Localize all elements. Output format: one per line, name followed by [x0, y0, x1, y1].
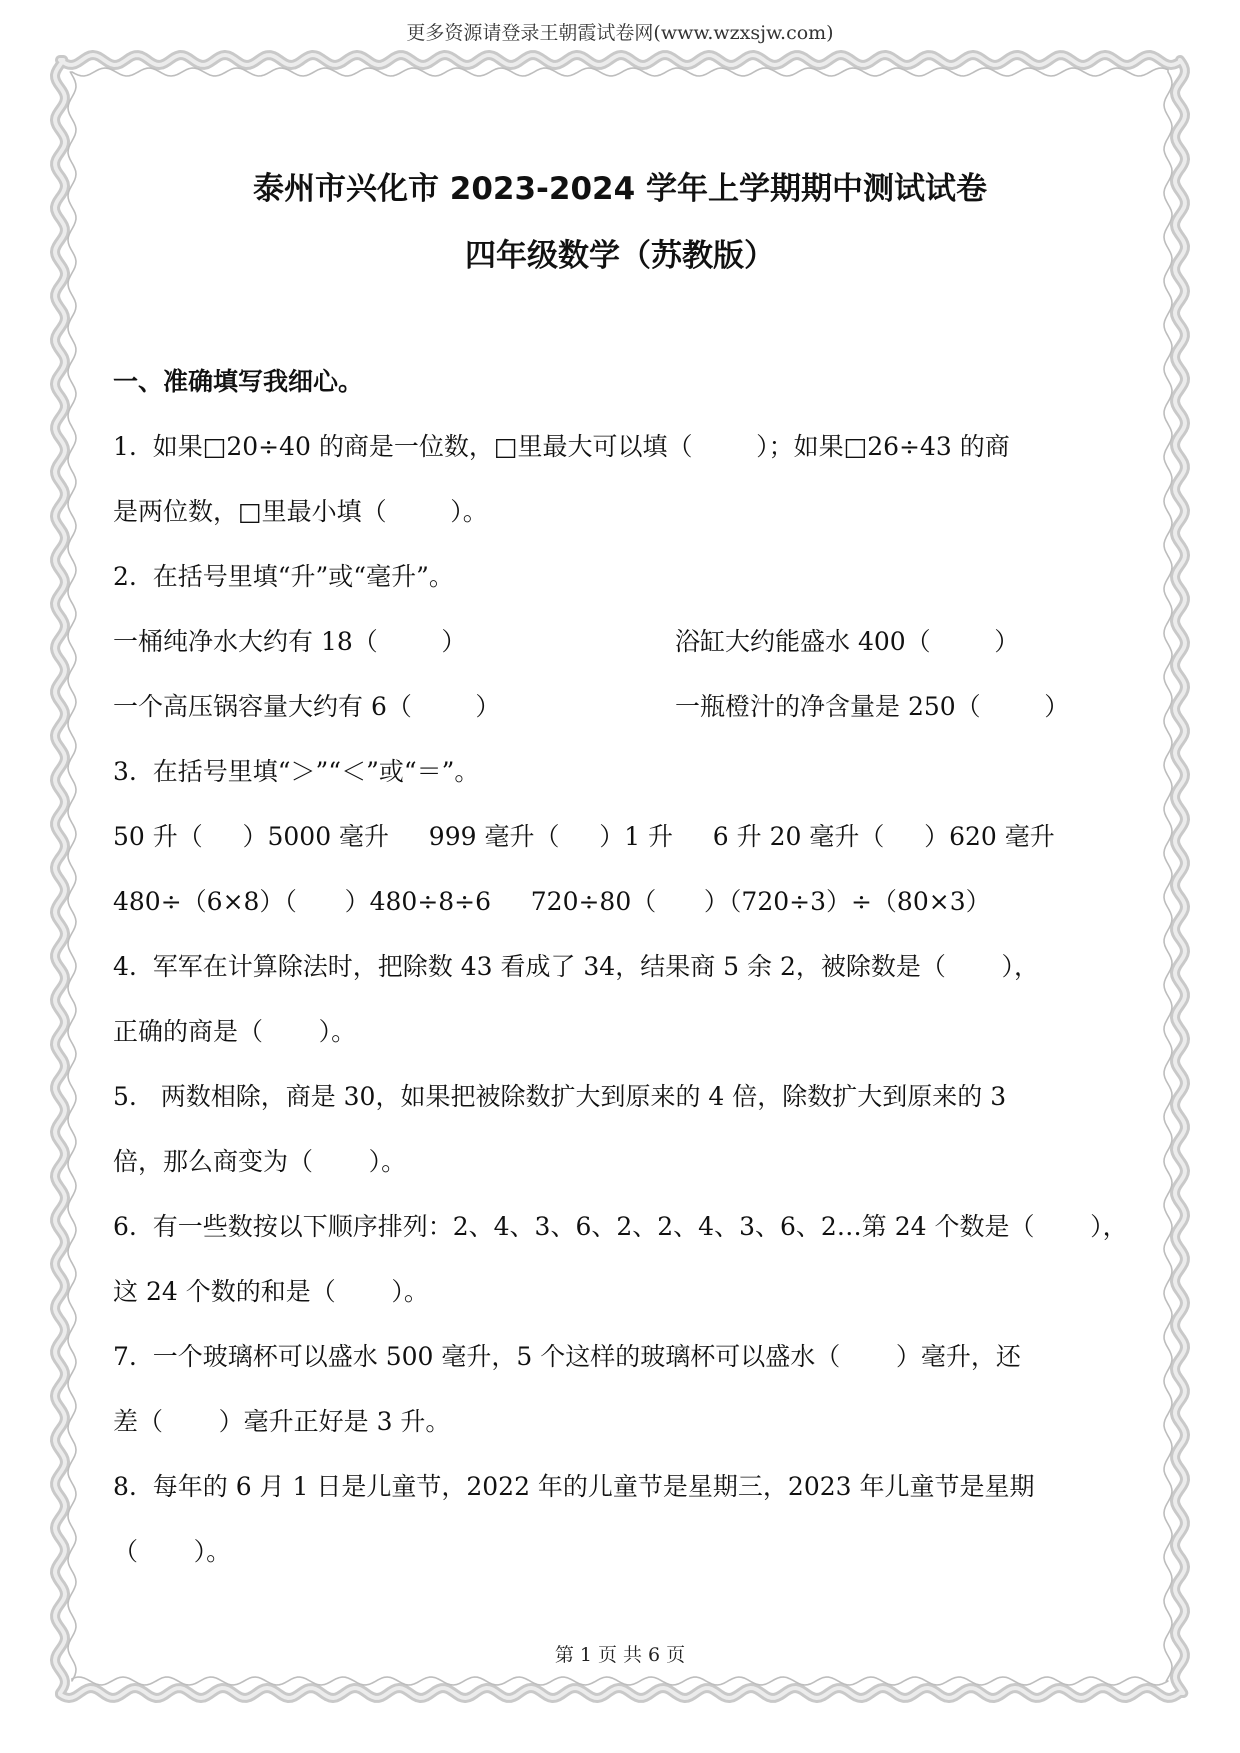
- question-8-line-1: 8. 每年的 6 月 1 日是儿童节，2022 年的儿童节是星期三，2023 年儿童节是星期: [113, 1472, 1035, 1501]
- question-2-item-d: 一瓶橙汁的净含量是 250（ ）: [675, 692, 1070, 721]
- question-5-line-2: 倍，那么商变为（ ）。: [113, 1147, 407, 1176]
- page-number-footer: 第 1 页 共 6 页: [554, 1644, 686, 1666]
- question-1-line-1: 1. 如果□20÷40 的商是一位数，□里最大可以填（ ）；如果□26÷43 的商: [113, 432, 1010, 461]
- section-heading-1: 一、准确填写我细心。: [113, 367, 364, 396]
- question-2-item-a: 一桶纯净水大约有 18（ ）: [113, 627, 467, 656]
- question-6-line-2: 这 24 个数的和是（ ）。: [113, 1277, 429, 1306]
- question-4-line-2: 正确的商是（ ）。: [113, 1017, 357, 1046]
- question-5-line-1: 5. 两数相除，商是 30，如果把被除数扩大到原来的 4 倍，除数扩大到原来的 3: [113, 1082, 1007, 1111]
- question-2-stem: 2. 在括号里填“升”或“毫升”。: [113, 562, 454, 591]
- exam-title: 泰州市兴化市 2023-2024 学年上学期期中测试试卷: [252, 171, 987, 207]
- question-2-item-b: 浴缸大约能盛水 400（ ）: [675, 627, 1020, 656]
- question-7-line-1: 7. 一个玻璃杯可以盛水 500 毫升，5 个这样的玻璃杯可以盛水（ ）毫升，还: [113, 1342, 1021, 1371]
- question-1-line-2: 是两位数，□里最小填（ ）。: [113, 497, 488, 526]
- question-3-row-2: 480÷（6×8）（ ）480÷8÷6 720÷80（ ）（720÷3）÷（80×3）: [113, 887, 991, 916]
- site-header-note: 更多资源请登录王朝霞试卷网(www.wzxsjw.com): [406, 22, 834, 44]
- question-3-stem: 3. 在括号里填“＞”“＜”或“＝”。: [113, 757, 480, 786]
- question-6-line-1: 6. 有一些数按以下顺序排列：2、4、3、6、2、2、4、3、6、2…第 24 个数是（ ），: [113, 1212, 1128, 1241]
- question-3-row-1: 50 升（ ）5000 毫升 999 毫升（ ）1 升 6 升 20 毫升（ ）620 毫升: [113, 822, 1055, 851]
- question-7-line-2: 差（ ）毫升正好是 3 升。: [113, 1407, 451, 1436]
- question-2-item-c: 一个高压锅容量大约有 6（ ）: [113, 692, 501, 721]
- question-8-line-2: （ ）。: [113, 1537, 232, 1566]
- exam-subtitle: 四年级数学（苏教版）: [465, 238, 775, 274]
- question-4-line-1: 4. 军军在计算除法时，把除数 43 看成了 34，结果商 5 余 2，被除数是（ ），: [113, 952, 1039, 981]
